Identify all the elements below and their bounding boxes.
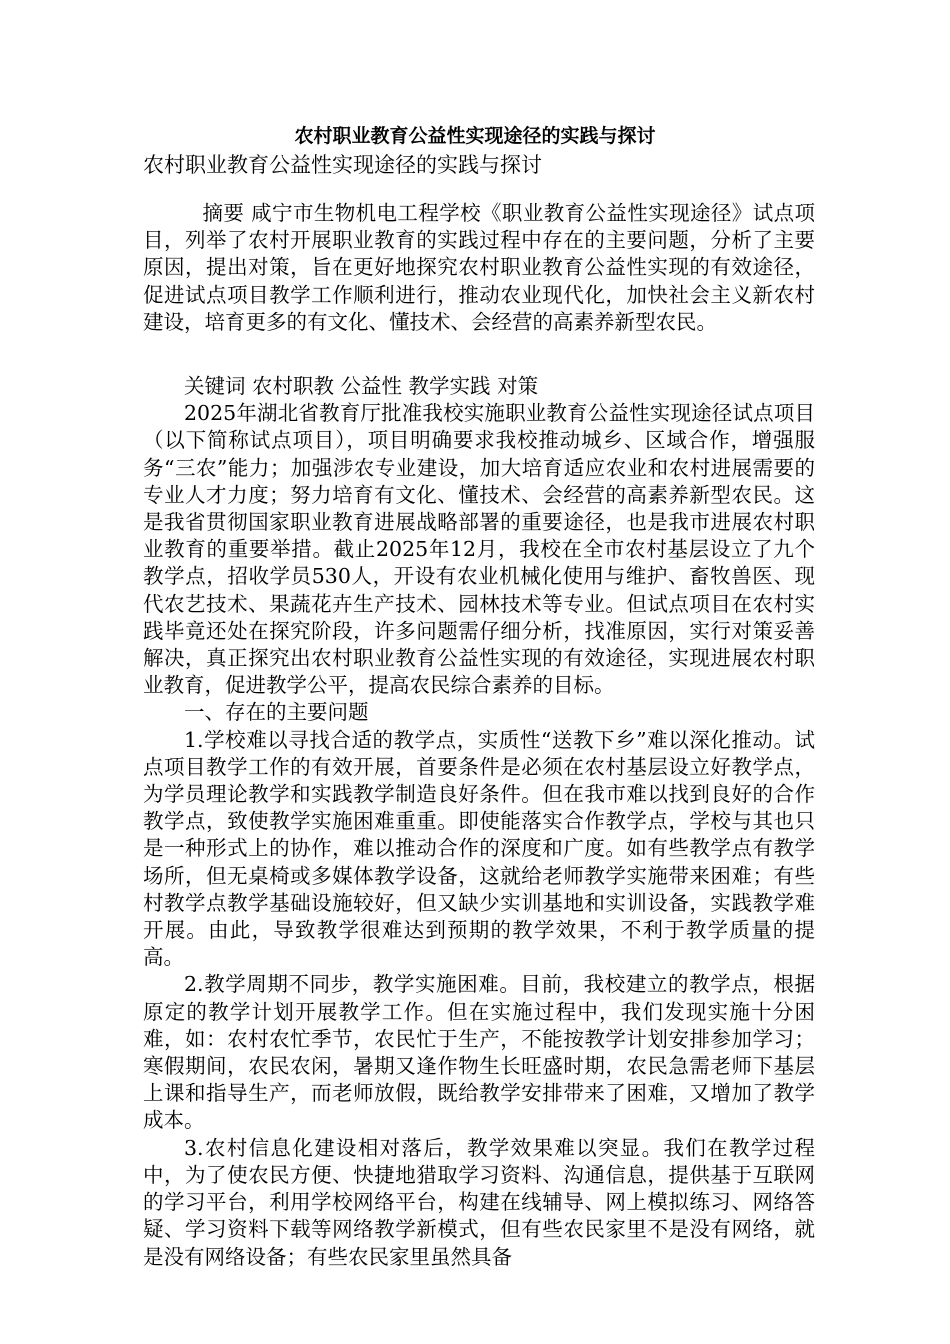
- body-section: [143, 373, 815, 1271]
- document-title: 农村职业教育公益性实现途径的实践与探讨: [294, 125, 656, 147]
- body-paragraph: 3.农村信息化建设相对落后，教学效果难以突显。我们在教学过程中，为了使农民方便、快捷地猎取学习资料、沟通信息，提供基于互联网的学习平台，利用学校网络平台，构建在线辅导、网上模拟练习、网络答疑、学习资料下载等网络教学新模式，但有些农民家里不是没有网络，就是没有网络设备；有些农民家里虽然具备: [143, 1135, 815, 1269]
- body-paragraph: 1.学校难以寻找合适的教学点，实质性“送教下乡”难以深化推动。试点项目教学工作的有效开展，首要条件是必须在农村基层设立好教学点，为学员理论教学和实践教学制造良好条件。但在我市难以找到良好的合作教学点，致使教学实施困难重重。即使能落实合作教学点，学校与其也只是一种形式上的协作，难以推动合作的深度和广度。如有些教学点有教学场所，但无桌椅或多媒体教学设备，这就给老师教学实施带来困难；有些村教学点教学基础设施较好，但又缺少实训基地和实训设备，实践教学难开展。由此，导致教学很难达到预期的教学效果，不利于教学质量的提高。: [143, 727, 815, 970]
- body-paragraph: 2.教学周期不同步，教学实施困难。目前，我校建立的教学点，根据原定的教学计划开展教学工作。但在实施过程中，我们发现实施十分困难，如：农村农忙季节，农民忙于生产，不能按教学计划安排参加学习；寒假期间，农民农闲，暑期又逢作物生长旺盛时期，农民急需老师下基层上课和指导生产，而老师放假，既给教学安排带来了困难，又增加了教学成本。: [143, 972, 815, 1133]
- body-paragraph: 2025年湖北省教育厅批准我校实施职业教育公益性实现途径试点项目（以下简称试点项目），项目明确要求我校推动城乡、区域合作，增强服务“三农”能力；加强涉农专业建设，加大培育适应农业和农村进展需要的专业人才力度；努力培育有文化、懂技术、会经营的高素养新型农民。这是我省贯彻国家职业教育进展战略部署的重要途径，也是我市进展农村职业教育的重要举措。截止2025年12月，我校在全市农村基层设立了九个教学点，招收学员530人，开设有农业机械化使用与维护、畜牧兽医、现代农艺技术、果蔬花卉生产技术、园林技术等专业。但试点项目在农村实践毕竟还处在探究阶段，许多问题需仔细分析，找准原因，实行对策妥善解决，真正探究出农村职业教育公益性实现的有效途径，实现进展农村职业教育，促进教学公平，提高农民综合素养的目标。: [143, 401, 815, 698]
- abstract-paragraph: 摘要 咸宁市生物机电工程学校《职业教育公益性实现途径》试点项目，列举了农村开展职业教育的实践过程中存在的主要问题，分析了主要原因，提出对策，旨在更好地探究农村职业教育公益性实现的有效途径，促进试点项目教学工作顺利进行，推动农业现代化，加快社会主义新农村建设，培育更多的有文化、懂技术、会经营的高素养新型农民。: [143, 201, 815, 334]
- keywords-line: 关键词 农村职教 公益性 教学实践 对策: [184, 374, 539, 398]
- section-heading: 一、存在的主要问题: [184, 700, 369, 725]
- document-subtitle: 农村职业教育公益性实现途径的实践与探讨: [143, 153, 542, 177]
- abstract-section: [143, 200, 815, 336]
